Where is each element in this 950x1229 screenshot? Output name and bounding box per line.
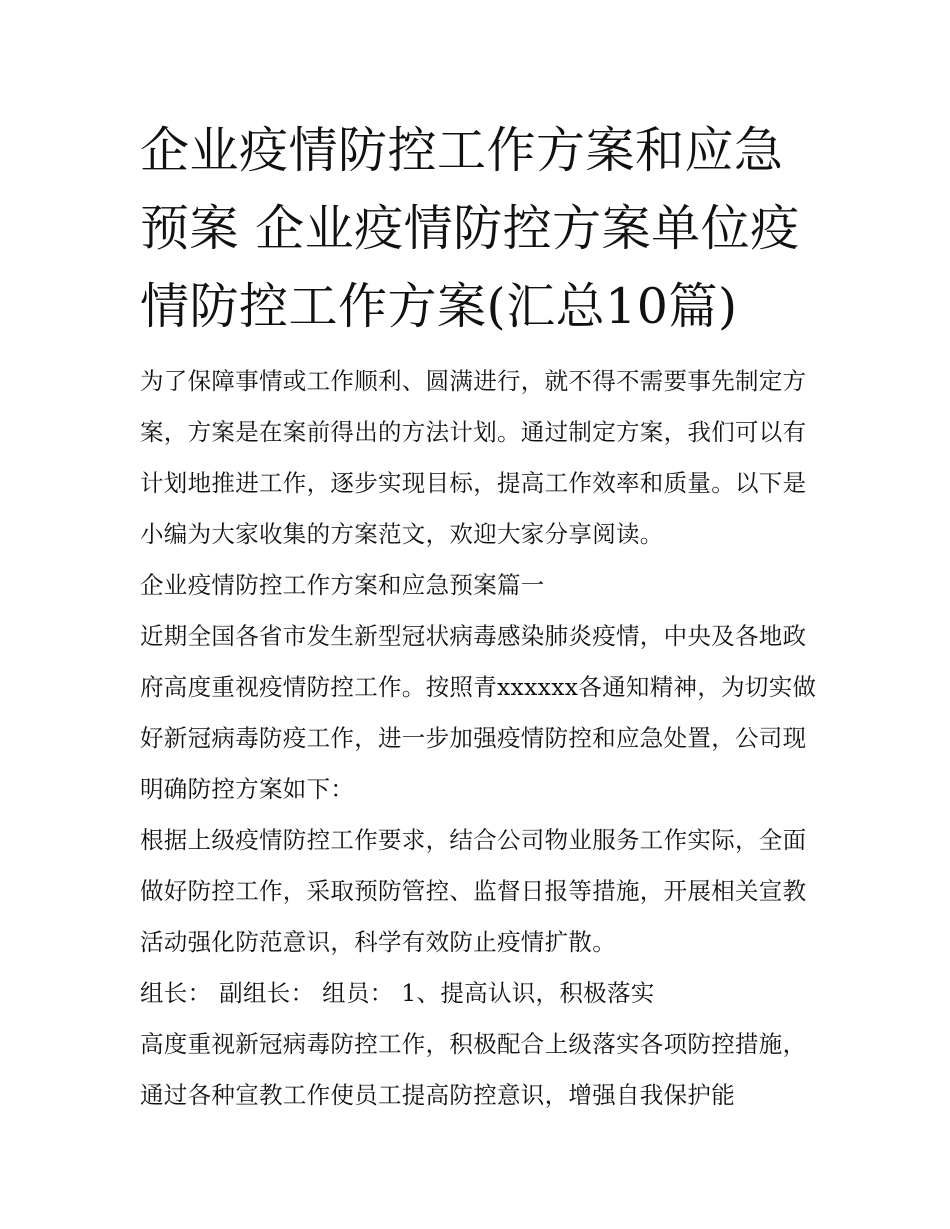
intro-paragraph: 为了保障事情或工作顺利、圆满进行，就不得不需要事先制定方案，方案是在案前得出的方法计划。通过制定方案，我们可以有计划地推进工作，逐步实现目标，提高工作效率和质量。以下是小编为大家收集的方案范文，欢迎大家分享阅读。: [140, 367, 807, 548]
group-members-line: 组长： 副组长： 组员： 1、提高认识，积极落实: [140, 979, 655, 1007]
section-heading: 企业疫情防控工作方案和应急预案篇一: [140, 571, 545, 599]
body-paragraph: 根据上级疫情防控工作要求，结合公司物业服务工作实际，全面做好防控工作，采取预防管控、监督日报等措施，开展相关宣教活动强化防范意识，科学有效防止疫情扩散。: [140, 826, 807, 956]
body-paragraph: 高度重视新冠病毒防控工作，积极配合上级落实各项防控措施，通过各种宣教工作使员工提高防控意识，增强自我保护能: [140, 1030, 807, 1109]
body-paragraph: 近期全国各省市发生新型冠状病毒感染肺炎疫情，中央及各地政府高度重视疫情防控工作。按照青xxxxxx各通知精神，为切实做好新冠病毒防疫工作，进一步加强疫情防控和应急处置，公司现明确防控方案如下：: [140, 622, 817, 803]
document-title: 企业疫情防控工作方案和应急预案 企业疫情防控方案单位疫情防控工作方案(汇总10篇): [140, 122, 800, 335]
document-body: [140, 356, 820, 1121]
